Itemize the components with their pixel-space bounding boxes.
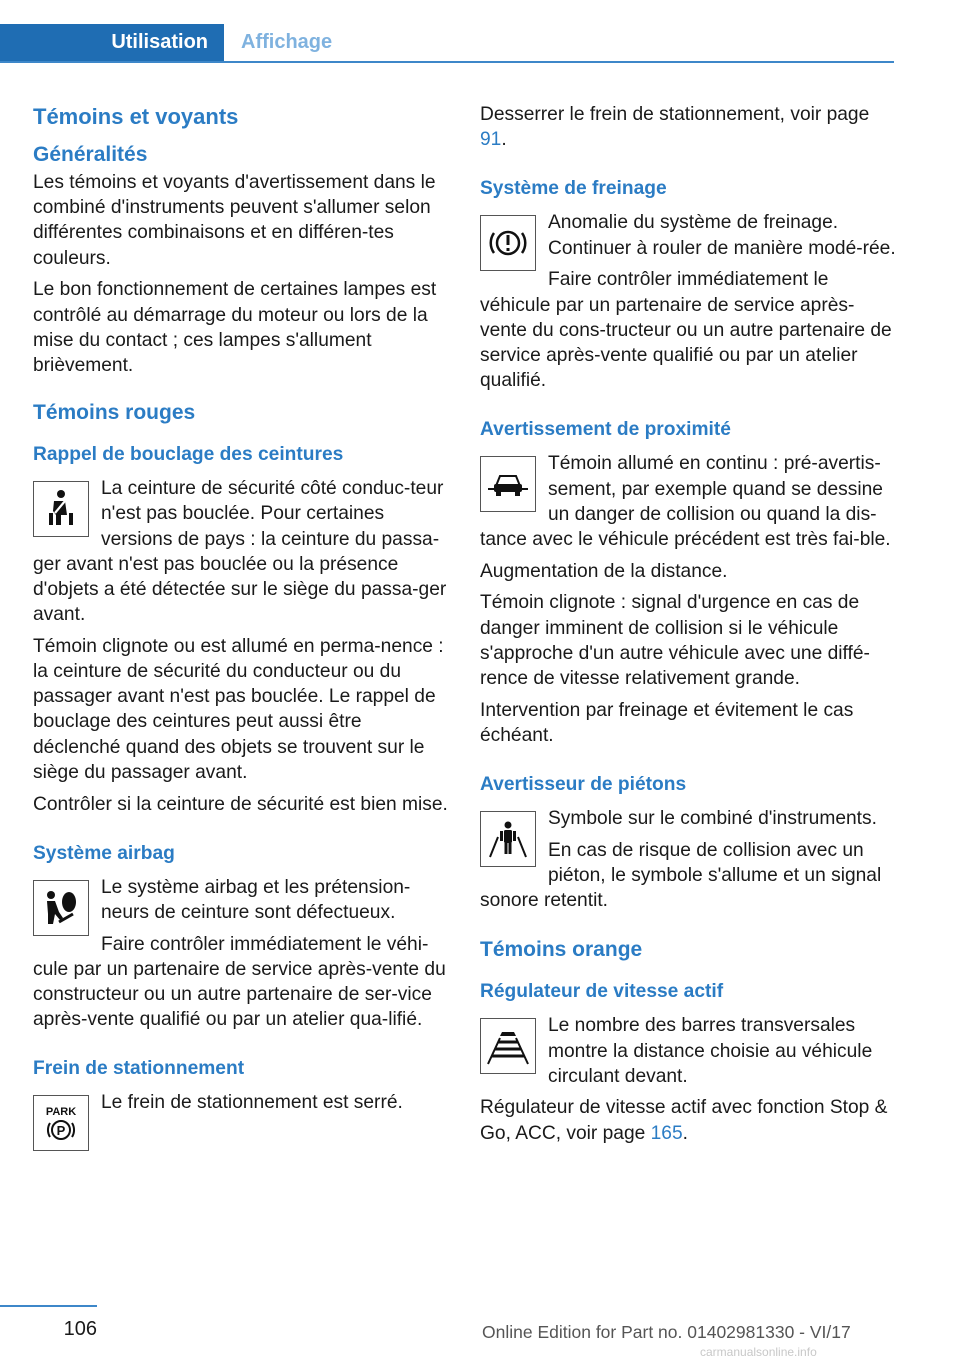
subheading-avertisseur-pietons: Avertisseur de piétons [480, 774, 687, 796]
acc-block [480, 1013, 898, 1089]
acc-paragraph-1: Le nombre des barres transversales montre la distance choisie au véhicule circulant devant. [548, 1015, 873, 1087]
parking-brake-paragraph: Le frein de stationnement est serré. [101, 1092, 403, 1114]
airbag-paragraph-2: Faire contrôler immédiatement le véhi-cule par un partenaire de service après-vente du constructeur ou un autre partenaire de ser-vice après-vente qualifié ou par un atelier qua-lifié. [33, 933, 446, 1031]
section-heading-temoins-orange: Témoins orange [480, 938, 643, 962]
release-parking-brake-text [480, 102, 898, 152]
parking-brake-block [33, 1090, 453, 1139]
tab-utilisation-label: Utilisation [111, 31, 208, 53]
proximity-warning-icon [480, 456, 536, 512]
pedestrian-block [480, 806, 898, 913]
page-title: Témoins et voyants [33, 104, 239, 129]
active-cruise-control-icon [480, 1018, 536, 1074]
generalites-paragraph-2: Le bon fonctionnement de certaines lampes est contrôlé au démarrage du moteur ou lors de la mise du contact ; ces lampes s'allument brièvement. [33, 279, 437, 376]
page-link-165[interactable]: 165 [650, 1122, 683, 1144]
tab-utilisation[interactable] [0, 24, 224, 61]
tab-affichage-label: Affichage [241, 31, 333, 53]
subheading-regulateur-vitesse: Régulateur de vitesse actif [480, 981, 724, 1003]
tab-affichage[interactable] [241, 24, 332, 61]
section-heading-generalites: Généralités [33, 143, 148, 166]
release-text: Desserrer le frein de stationnement, voir page [480, 104, 870, 125]
edition-text: Online Edition for Part no. 01402981330 - VI/17 [482, 1322, 851, 1342]
pedestrian-warning-icon [480, 811, 536, 867]
proximity-paragraph-2: Augmentation de la distance. [480, 560, 728, 582]
parking-brake-icon [33, 1095, 89, 1151]
proximity-paragraph-4: Intervention par freinage et évitement le cas échéant. [480, 699, 854, 746]
proximity-paragraph-3: Témoin clignote : signal d'urgence en cas de danger imminent de collision si le véhicule s'approche d'un autre véhicule avec une diffé-rence de vitesse relativement grande. [480, 592, 870, 689]
acc-text: Régulateur de vitesse actif avec fonction Stop & Go, ACC, voir page [480, 1097, 888, 1144]
park-icon-text: PARK [45, 1106, 77, 1119]
brake-warning-icon [480, 215, 536, 271]
generalites-paragraph-1: Les témoins et voyants d'avertissement dans le combiné d'instruments peuvent s'allumer selon différentes combinaisons et en différen-tes couleurs. [33, 172, 436, 269]
release-end: . [501, 129, 507, 151]
ceintures-paragraph-3: Contrôler si la ceinture de sécurité est bien mise. [33, 793, 448, 815]
section-heading-temoins-rouges: Témoins rouges [33, 401, 196, 425]
subheading-frein-stationnement: Frein de stationnement [33, 1058, 245, 1080]
brake-block [480, 210, 898, 260]
subheading-ceintures: Rappel de bouclage des ceintures [33, 444, 344, 466]
airbag-warning-icon [33, 880, 89, 936]
ceintures-paragraph-1: La ceinture de sécurité côté conduc-teur n'est pas bouclée. Pour certaines versions de pays : la ceinture du passa-ger avant n'est pas bouclée ou la présence d'objets a été détectée sur le siège du passa-ger avant. [33, 478, 447, 626]
seatbelt-block [33, 476, 453, 627]
acc-paragraph-2 [480, 1095, 898, 1145]
subheading-systeme-freinage: Système de freinage [480, 178, 667, 200]
brake-paragraph-1: Anomalie du système de freinage. Continuer à rouler de manière modé-rée. [548, 212, 896, 259]
page-number: 106 [63, 1318, 97, 1340]
subheading-airbag: Système airbag [33, 842, 175, 864]
ceintures-paragraph-2: Témoin clignote ou est allumé en perma-nence : la ceinture de sécurité du conducteur ou du passager avant n'est pas bouclée. Le rappel de bouclage des ceintures peut aussi être déclenché quand des objets se trouvent sur le siège du passager avant. [33, 635, 444, 783]
airbag-block [33, 875, 453, 925]
pedestrian-paragraph-2: En cas de risque de collision avec un piéton, le symbole s'allume et un signal sonore retentit. [480, 839, 882, 912]
seatbelt-warning-icon [33, 481, 89, 537]
proximity-block [480, 451, 898, 552]
right-column [480, 102, 898, 1152]
proximity-paragraph-1: Témoin allumé en continu : pré-avertis-sement, par exemple quand se dessine un danger de collision ou quand la dis-tance avec le véhicule précédent est très fai-ble. [480, 453, 891, 550]
page-link-91[interactable]: 91 [480, 129, 502, 151]
header-tabbar [0, 24, 894, 63]
airbag-paragraph-1: Le système airbag et les prétension-neurs de ceinture sont défectueux. [101, 876, 411, 923]
subheading-avertissement-proximite: Avertissement de proximité [480, 419, 731, 441]
watermark: carmanualsonline.info [700, 1345, 817, 1359]
footer-rule [0, 1305, 97, 1307]
svg-text:P: P [56, 1123, 66, 1139]
pedestrian-paragraph-1: Symbole sur le combiné d'instruments. [548, 808, 877, 830]
left-column [33, 102, 453, 1151]
brake-paragraph-2: Faire contrôler immédiatement le véhicule par un partenaire de service après-vente du cons-tructeur ou un autre partenaire de service après-vente qualifié ou par un atelier qualifié. [480, 269, 892, 392]
acc-end: . [682, 1122, 688, 1144]
